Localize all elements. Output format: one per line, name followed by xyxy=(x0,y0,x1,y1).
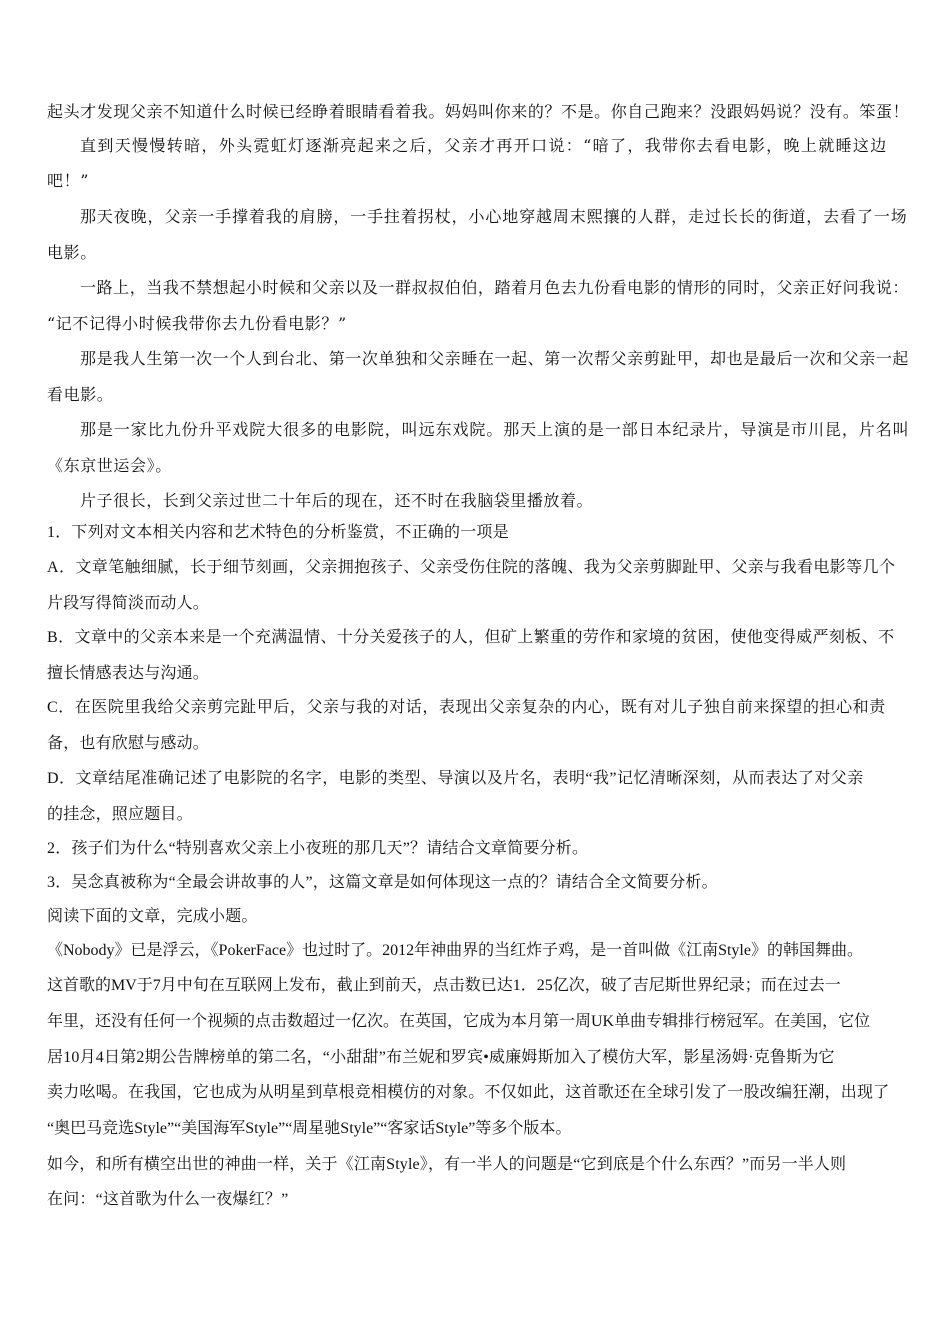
article-para-1-line-4: 居10月4日第2期公告牌榜单的第二名，“小甜甜”布兰妮和罗宾•威廉姆斯加入了模仿大军，影星汤姆·克鲁斯为它 xyxy=(47,1049,835,1066)
story-para-6-line-2: 《东京世运会》。 xyxy=(47,456,172,475)
article-para-1-line-1: 《Nobody》已是浮云，《PokerFace》也过时了。2012年神曲界的当红炸子鸡，是一首叫做《江南Style》的韩国舞曲。 xyxy=(47,942,863,959)
question-1: 1．下列对文本相关内容和艺术特色的分析鉴赏，不正确的一项是 xyxy=(47,524,509,541)
option-c-line-2: 备，也有欣慰与感动。 xyxy=(47,735,210,752)
option-d-line-1: D．文章结尾准确记述了电影院的名字，电影的类型、导演以及片名，表明“我”记忆清晰深刻，从而表达了对父亲 xyxy=(47,770,864,787)
article-para-1-line-5: 卖力吆喝。在我国，它也成为从明星到草根竞相模仿的对象。不仅如此，这首歌还在全球引发了一股改编狂潮，出现了 xyxy=(47,1084,890,1101)
option-b-line-2: 擅长情感表达与沟通。 xyxy=(47,665,210,682)
option-a-line-2: 片段写得简淡而动人。 xyxy=(47,595,210,612)
option-a-line-1: A．文章笔触细腻，长于细节刻画，父亲拥抱孩子、父亲受伤住院的落魄、我为父亲剪脚趾甲、父亲与我看电影等几个 xyxy=(47,559,896,576)
story-para-1: 起头才发现父亲不知道什么时候已经睁着眼睛看着我。妈妈叫你来的？不是。你自己跑来？没跟妈妈说？没有。笨蛋！ xyxy=(47,102,910,121)
story-para-2-line-1: 直到天慢慢转暗，外头霓虹灯逐渐亮起来之后，父亲才再开口说：“暗了，我带你去看电影，晚上就睡这边 xyxy=(80,136,888,155)
question-3: 3．吴念真被称为“全最会讲故事的人”，这篇文章是如何体现这一点的？请结合全文简要分析。 xyxy=(47,874,718,891)
article-para-1-line-6: “奥巴马竞选Style”“美国海军Style”“周星驰Style”“客家话Style”等多个版本。 xyxy=(47,1120,572,1137)
story-para-4-line-2: “记不记得小时候我带你去九份看电影？” xyxy=(47,314,347,333)
article-para-1-line-2: 这首歌的MV于7月中旬在互联网上发布，截止到前天，点击数已达1．25亿次，破了吉尼斯世界纪录；而在过去一 xyxy=(47,977,841,994)
story-para-3-line-1: 那天夜晚，父亲一手撑着我的肩膀，一手拄着拐杖，小心地穿越周末熙攘的人群，走过长长的街道，去看了一场 xyxy=(80,207,908,226)
story-para-5-line-2: 看电影。 xyxy=(47,385,114,404)
question-2: 2．孩子们为什么“特别喜欢父亲上小夜班的那几天”？请结合文章简要分析。 xyxy=(47,840,589,857)
story-para-6-line-1: 那是一家比九份升平戏院大很多的电影院，叫远东戏院。那天上演的是一部日本纪录片，导演是市川昆，片名叫 xyxy=(80,420,910,439)
story-para-2-line-2: 吧！” xyxy=(47,171,89,190)
section-instruction: 阅读下面的文章，完成小题。 xyxy=(47,908,258,925)
option-b-line-1: B．文章中的父亲本来是一个充满温情、十分关爱孩子的人，但矿上繁重的劳作和家境的贫困，使他变得威严刻板、不 xyxy=(47,629,895,646)
story-para-7: 片子很长，长到父亲过世二十年后的现在，还不时在我脑袋里播放着。 xyxy=(80,491,594,510)
story-para-3-line-2: 电影。 xyxy=(47,243,97,262)
option-c-line-1: C．在医院里我给父亲剪完趾甲后，父亲与我的对话，表现出父亲复杂的内心，既有对儿子独自前来探望的担心和责 xyxy=(47,699,886,716)
story-para-4-line-1: 一路上，当我不禁想起小时候和父亲以及一群叔叔伯伯，踏着月色去九份看电影的情形的同时，父亲正好问我说： xyxy=(80,278,910,297)
story-para-5-line-1: 那是我人生第一次一个人到台北、第一次单独和父亲睡在一起、第一次帮父亲剪趾甲，却也是最后一次和父亲一起 xyxy=(80,349,910,368)
article-para-2-line-1: 如今，和所有横空出世的神曲一样，关于《江南Style》，有一半人的问题是“它到底是个什么东西？”而另一半人则 xyxy=(47,1156,847,1173)
option-d-line-2: 的挂念，照应题目。 xyxy=(47,806,193,823)
article-para-2-line-2: 在问：“这首歌为什么一夜爆红？” xyxy=(47,1191,289,1208)
article-para-1-line-3: 年里，还没有任何一个视频的点击数超过一亿次。在英国，它成为本月第一周UK单曲专辑排行榜冠军。在美国，它位 xyxy=(47,1013,871,1030)
